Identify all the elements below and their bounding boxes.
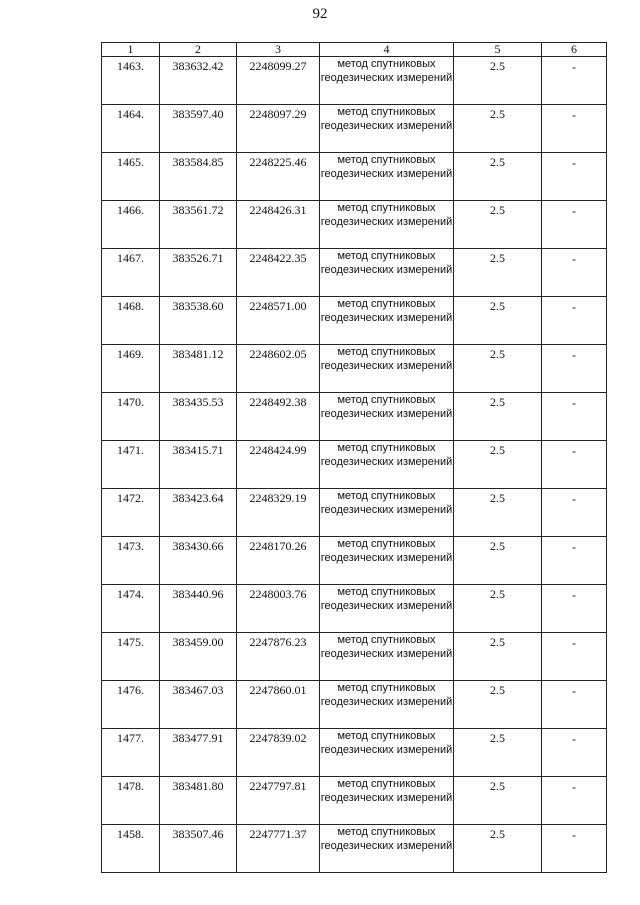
accuracy-value: 2.5 — [454, 537, 542, 585]
page-number: 92 — [312, 6, 328, 22]
accuracy-value: 2.5 — [454, 729, 542, 777]
measurement-method: метод спутниковых геодезических измерений — [320, 489, 454, 537]
table-row — [102, 345, 607, 393]
coordinate-x: 383477.91 — [160, 729, 237, 777]
column-6-value: - — [542, 249, 607, 297]
table-header — [102, 43, 607, 57]
coordinate-y: 2248329.19 — [237, 489, 320, 537]
accuracy-value: 2.5 — [454, 393, 542, 441]
column-header: 5 — [454, 43, 542, 57]
measurement-method: метод спутниковых геодезических измерений — [320, 57, 454, 105]
measurement-method: метод спутниковых геодезических измерений — [320, 441, 454, 489]
table-row — [102, 297, 607, 345]
measurement-method: метод спутниковых геодезических измерений — [320, 105, 454, 153]
point-number: 1465. — [102, 153, 160, 201]
coordinate-x: 383415.71 — [160, 441, 237, 489]
accuracy-value: 2.5 — [454, 585, 542, 633]
accuracy-value: 2.5 — [454, 201, 542, 249]
measurement-method: метод спутниковых геодезических измерений — [320, 777, 454, 825]
coordinate-y: 2247771.37 — [237, 825, 320, 873]
coordinate-y: 2247876.23 — [237, 633, 320, 681]
point-number: 1464. — [102, 105, 160, 153]
accuracy-value: 2.5 — [454, 777, 542, 825]
column-6-value: - — [542, 57, 607, 105]
coordinate-x: 383430.66 — [160, 537, 237, 585]
accuracy-value: 2.5 — [454, 681, 542, 729]
column-6-value: - — [542, 345, 607, 393]
table-row — [102, 777, 607, 825]
table-row — [102, 201, 607, 249]
coordinate-x: 383435.53 — [160, 393, 237, 441]
point-number: 1470. — [102, 393, 160, 441]
table-row — [102, 489, 607, 537]
table-row — [102, 585, 607, 633]
table-row — [102, 441, 607, 489]
column-6-value: - — [542, 297, 607, 345]
table-row — [102, 153, 607, 201]
column-6-value: - — [542, 105, 607, 153]
column-6-value: - — [542, 201, 607, 249]
measurement-method: метод спутниковых геодезических измерений — [320, 297, 454, 345]
measurement-method: метод спутниковых геодезических измерений — [320, 249, 454, 297]
accuracy-value: 2.5 — [454, 249, 542, 297]
point-number: 1478. — [102, 777, 160, 825]
coordinate-y: 2248225.46 — [237, 153, 320, 201]
table-body — [102, 57, 607, 873]
accuracy-value: 2.5 — [454, 105, 542, 153]
coordinate-y: 2248097.29 — [237, 105, 320, 153]
coordinate-x: 383584.85 — [160, 153, 237, 201]
coordinate-y: 2247839.02 — [237, 729, 320, 777]
measurement-method: метод спутниковых геодезических измерений — [320, 153, 454, 201]
column-6-value: - — [542, 729, 607, 777]
accuracy-value: 2.5 — [454, 825, 542, 873]
coordinate-x: 383632.42 — [160, 57, 237, 105]
column-header: 1 — [102, 43, 160, 57]
column-6-value: - — [542, 777, 607, 825]
measurement-method: метод спутниковых геодезических измерений — [320, 681, 454, 729]
point-number: 1471. — [102, 441, 160, 489]
coordinate-y: 2247797.81 — [237, 777, 320, 825]
coordinate-y: 2248099.27 — [237, 57, 320, 105]
point-number: 1458. — [102, 825, 160, 873]
accuracy-value: 2.5 — [454, 345, 542, 393]
measurement-method: метод спутниковых геодезических измерений — [320, 537, 454, 585]
column-header: 2 — [160, 43, 237, 57]
column-header: 4 — [320, 43, 454, 57]
coordinate-x: 383423.64 — [160, 489, 237, 537]
point-number: 1469. — [102, 345, 160, 393]
point-number: 1473. — [102, 537, 160, 585]
column-6-value: - — [542, 393, 607, 441]
point-number: 1468. — [102, 297, 160, 345]
column-header: 6 — [542, 43, 607, 57]
table-row — [102, 729, 607, 777]
header-row — [102, 43, 607, 57]
point-number: 1463. — [102, 57, 160, 105]
measurement-method: метод спутниковых геодезических измерений — [320, 633, 454, 681]
coordinate-x: 383467.03 — [160, 681, 237, 729]
measurement-method: метод спутниковых геодезических измерений — [320, 825, 454, 873]
table-row — [102, 825, 607, 873]
point-number: 1472. — [102, 489, 160, 537]
coordinate-y: 2247860.01 — [237, 681, 320, 729]
coordinate-x: 383597.40 — [160, 105, 237, 153]
table-row — [102, 249, 607, 297]
coordinate-x: 383481.12 — [160, 345, 237, 393]
accuracy-value: 2.5 — [454, 57, 542, 105]
table-row — [102, 633, 607, 681]
coordinate-y: 2248422.35 — [237, 249, 320, 297]
column-6-value: - — [542, 441, 607, 489]
coordinates-table — [101, 42, 607, 873]
coordinate-y: 2248571.00 — [237, 297, 320, 345]
column-6-value: - — [542, 153, 607, 201]
coordinate-y: 2248602.05 — [237, 345, 320, 393]
point-number: 1466. — [102, 201, 160, 249]
measurement-method: метод спутниковых геодезических измерений — [320, 729, 454, 777]
table-row — [102, 57, 607, 105]
point-number: 1467. — [102, 249, 160, 297]
measurement-method: метод спутниковых геодезических измерений — [320, 201, 454, 249]
point-number: 1476. — [102, 681, 160, 729]
coordinate-x: 383507.46 — [160, 825, 237, 873]
accuracy-value: 2.5 — [454, 297, 542, 345]
table-row — [102, 105, 607, 153]
column-6-value: - — [542, 489, 607, 537]
measurement-method: метод спутниковых геодезических измерений — [320, 345, 454, 393]
coordinate-x: 383561.72 — [160, 201, 237, 249]
point-number: 1475. — [102, 633, 160, 681]
coordinate-y: 2248003.76 — [237, 585, 320, 633]
column-6-value: - — [542, 825, 607, 873]
column-header: 3 — [237, 43, 320, 57]
coordinate-x: 383459.00 — [160, 633, 237, 681]
accuracy-value: 2.5 — [454, 489, 542, 537]
coordinate-x: 383526.71 — [160, 249, 237, 297]
point-number: 1474. — [102, 585, 160, 633]
table-row — [102, 537, 607, 585]
coordinate-x: 383481.80 — [160, 777, 237, 825]
table-row — [102, 681, 607, 729]
table-row — [102, 393, 607, 441]
coordinate-y: 2248492.38 — [237, 393, 320, 441]
coordinate-y: 2248426.31 — [237, 201, 320, 249]
accuracy-value: 2.5 — [454, 633, 542, 681]
point-number: 1477. — [102, 729, 160, 777]
column-6-value: - — [542, 681, 607, 729]
column-6-value: - — [542, 633, 607, 681]
measurement-method: метод спутниковых геодезических измерений — [320, 393, 454, 441]
coordinate-y: 2248424.99 — [237, 441, 320, 489]
measurement-method: метод спутниковых геодезических измерений — [320, 585, 454, 633]
coordinate-y: 2248170.26 — [237, 537, 320, 585]
accuracy-value: 2.5 — [454, 441, 542, 489]
column-6-value: - — [542, 585, 607, 633]
coordinate-x: 383538.60 — [160, 297, 237, 345]
coordinate-x: 383440.96 — [160, 585, 237, 633]
column-6-value: - — [542, 537, 607, 585]
accuracy-value: 2.5 — [454, 153, 542, 201]
